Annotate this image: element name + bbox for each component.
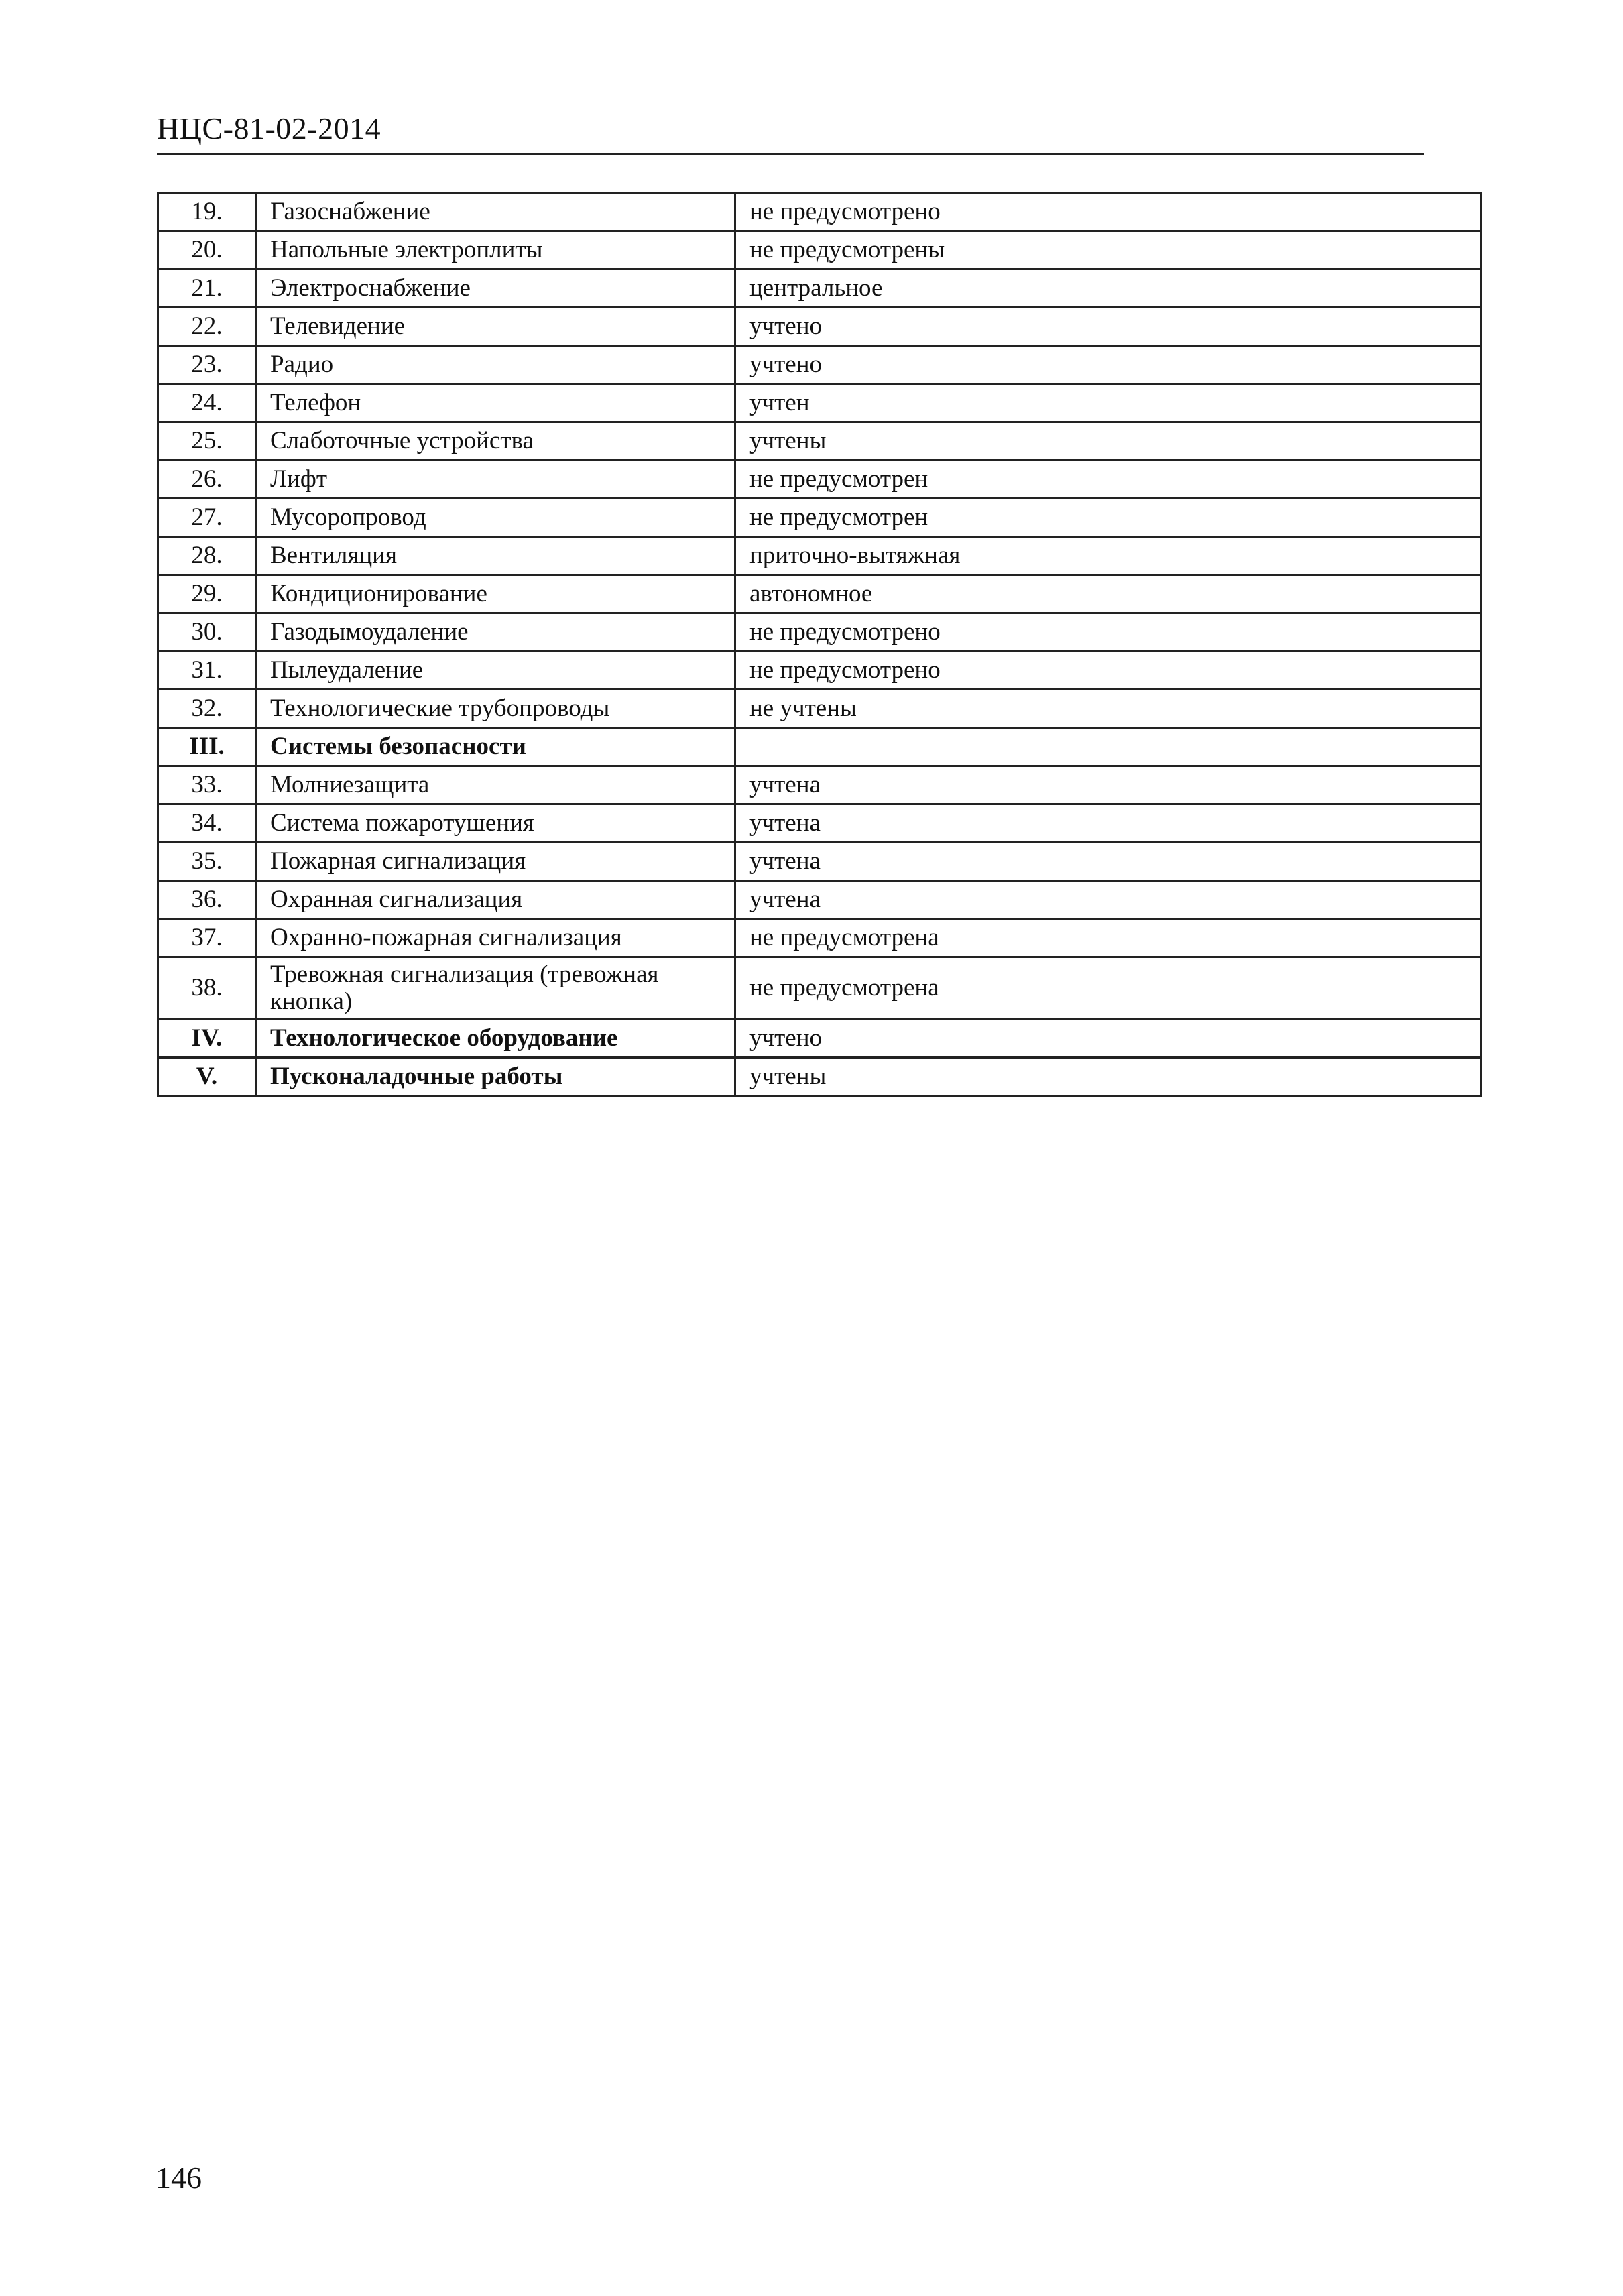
row-number-cell: V. xyxy=(158,1058,256,1096)
row-number-cell: 31. xyxy=(158,652,256,690)
item-value-cell: не предусмотрены xyxy=(735,231,1482,269)
item-name-cell: Слаботочные устройства xyxy=(256,422,735,461)
item-name-cell: Телевидение xyxy=(256,308,735,346)
item-name-cell: Электроснабжение xyxy=(256,269,735,308)
page-number: 146 xyxy=(156,2161,202,2195)
item-value-cell: учтены xyxy=(735,1058,1482,1096)
item-value-cell: не учтены xyxy=(735,690,1482,728)
table-row xyxy=(158,422,1482,461)
row-number-cell: 23. xyxy=(158,346,256,384)
item-name-cell: Технологическое оборудование xyxy=(256,1020,735,1058)
row-number-cell: 35. xyxy=(158,843,256,881)
row-number-cell: 33. xyxy=(158,766,256,804)
table-row xyxy=(158,957,1482,1020)
item-name-cell: Пылеудаление xyxy=(256,652,735,690)
item-value-cell: не предусмотрена xyxy=(735,957,1482,1020)
row-number-cell: 19. xyxy=(158,193,256,231)
section-row xyxy=(158,728,1482,766)
row-number-cell: 38. xyxy=(158,957,256,1020)
table-row xyxy=(158,843,1482,881)
item-name-cell: Молниезащита xyxy=(256,766,735,804)
item-value-cell: учтена xyxy=(735,804,1482,843)
item-name-cell: Газоснабжение xyxy=(256,193,735,231)
row-number-cell: 28. xyxy=(158,537,256,575)
item-value-cell: учтено xyxy=(735,1020,1482,1058)
item-name-cell: Технологические трубопроводы xyxy=(256,690,735,728)
item-name-cell: Охранная сигнализация xyxy=(256,881,735,919)
row-number-cell: 24. xyxy=(158,384,256,422)
section-row xyxy=(158,1020,1482,1058)
item-value-cell: центральное xyxy=(735,269,1482,308)
row-number-cell: 20. xyxy=(158,231,256,269)
item-name-cell: Тревожная сигнализация (тревожная кнопка) xyxy=(256,957,735,1020)
item-value-cell: учтено xyxy=(735,308,1482,346)
table-row xyxy=(158,652,1482,690)
table-row xyxy=(158,499,1482,537)
row-number-cell: IV. xyxy=(158,1020,256,1058)
item-value-cell: учтена xyxy=(735,766,1482,804)
item-name-cell: Системы безопасности xyxy=(256,728,735,766)
item-value-cell: учтены xyxy=(735,422,1482,461)
table-row xyxy=(158,269,1482,308)
header-rule xyxy=(157,153,1424,155)
table-row xyxy=(158,346,1482,384)
specification-table-body xyxy=(158,193,1482,1096)
table-row xyxy=(158,613,1482,652)
specification-table xyxy=(157,192,1482,1097)
item-name-cell: Лифт xyxy=(256,461,735,499)
item-value-cell: не предусмотрен xyxy=(735,499,1482,537)
table-row xyxy=(158,193,1482,231)
row-number-cell: 26. xyxy=(158,461,256,499)
item-name-cell: Кондиционирование xyxy=(256,575,735,613)
item-name-cell: Пусконаладочные работы xyxy=(256,1058,735,1096)
row-number-cell: 27. xyxy=(158,499,256,537)
item-name-cell: Пожарная сигнализация xyxy=(256,843,735,881)
document-code: НЦС-81-02-2014 xyxy=(157,111,381,145)
item-name-cell: Напольные электроплиты xyxy=(256,231,735,269)
item-value-cell: автономное xyxy=(735,575,1482,613)
table-row xyxy=(158,804,1482,843)
table-row xyxy=(158,384,1482,422)
item-name-cell: Охранно-пожарная сигнализация xyxy=(256,919,735,957)
table-row xyxy=(158,231,1482,269)
table-row xyxy=(158,919,1482,957)
row-number-cell: 30. xyxy=(158,613,256,652)
item-value-cell: не предусмотрено xyxy=(735,613,1482,652)
item-value-cell: не предусмотрено xyxy=(735,652,1482,690)
table-row xyxy=(158,461,1482,499)
section-row xyxy=(158,1058,1482,1096)
item-name-cell: Радио xyxy=(256,346,735,384)
item-value-cell: не предусмотрена xyxy=(735,919,1482,957)
row-number-cell: 21. xyxy=(158,269,256,308)
row-number-cell: 29. xyxy=(158,575,256,613)
item-value-cell: не предусмотрено xyxy=(735,193,1482,231)
item-name-cell: Вентиляция xyxy=(256,537,735,575)
table-row xyxy=(158,537,1482,575)
row-number-cell: 25. xyxy=(158,422,256,461)
table-row xyxy=(158,881,1482,919)
row-number-cell: 37. xyxy=(158,919,256,957)
table-row xyxy=(158,766,1482,804)
table-row xyxy=(158,690,1482,728)
item-name-cell: Мусоропровод xyxy=(256,499,735,537)
item-value-cell: учтена xyxy=(735,881,1482,919)
row-number-cell: 32. xyxy=(158,690,256,728)
row-number-cell: III. xyxy=(158,728,256,766)
item-name-cell: Телефон xyxy=(256,384,735,422)
table-row xyxy=(158,575,1482,613)
item-name-cell: Газодымоудаление xyxy=(256,613,735,652)
item-value-cell: учтено xyxy=(735,346,1482,384)
item-name-cell: Система пожаротушения xyxy=(256,804,735,843)
item-value-cell: приточно-вытяжная xyxy=(735,537,1482,575)
row-number-cell: 22. xyxy=(158,308,256,346)
item-value-cell: учтена xyxy=(735,843,1482,881)
table-row xyxy=(158,308,1482,346)
row-number-cell: 34. xyxy=(158,804,256,843)
item-value-cell: не предусмотрен xyxy=(735,461,1482,499)
row-number-cell: 36. xyxy=(158,881,256,919)
item-value-cell: учтен xyxy=(735,384,1482,422)
item-value-cell xyxy=(735,728,1482,766)
